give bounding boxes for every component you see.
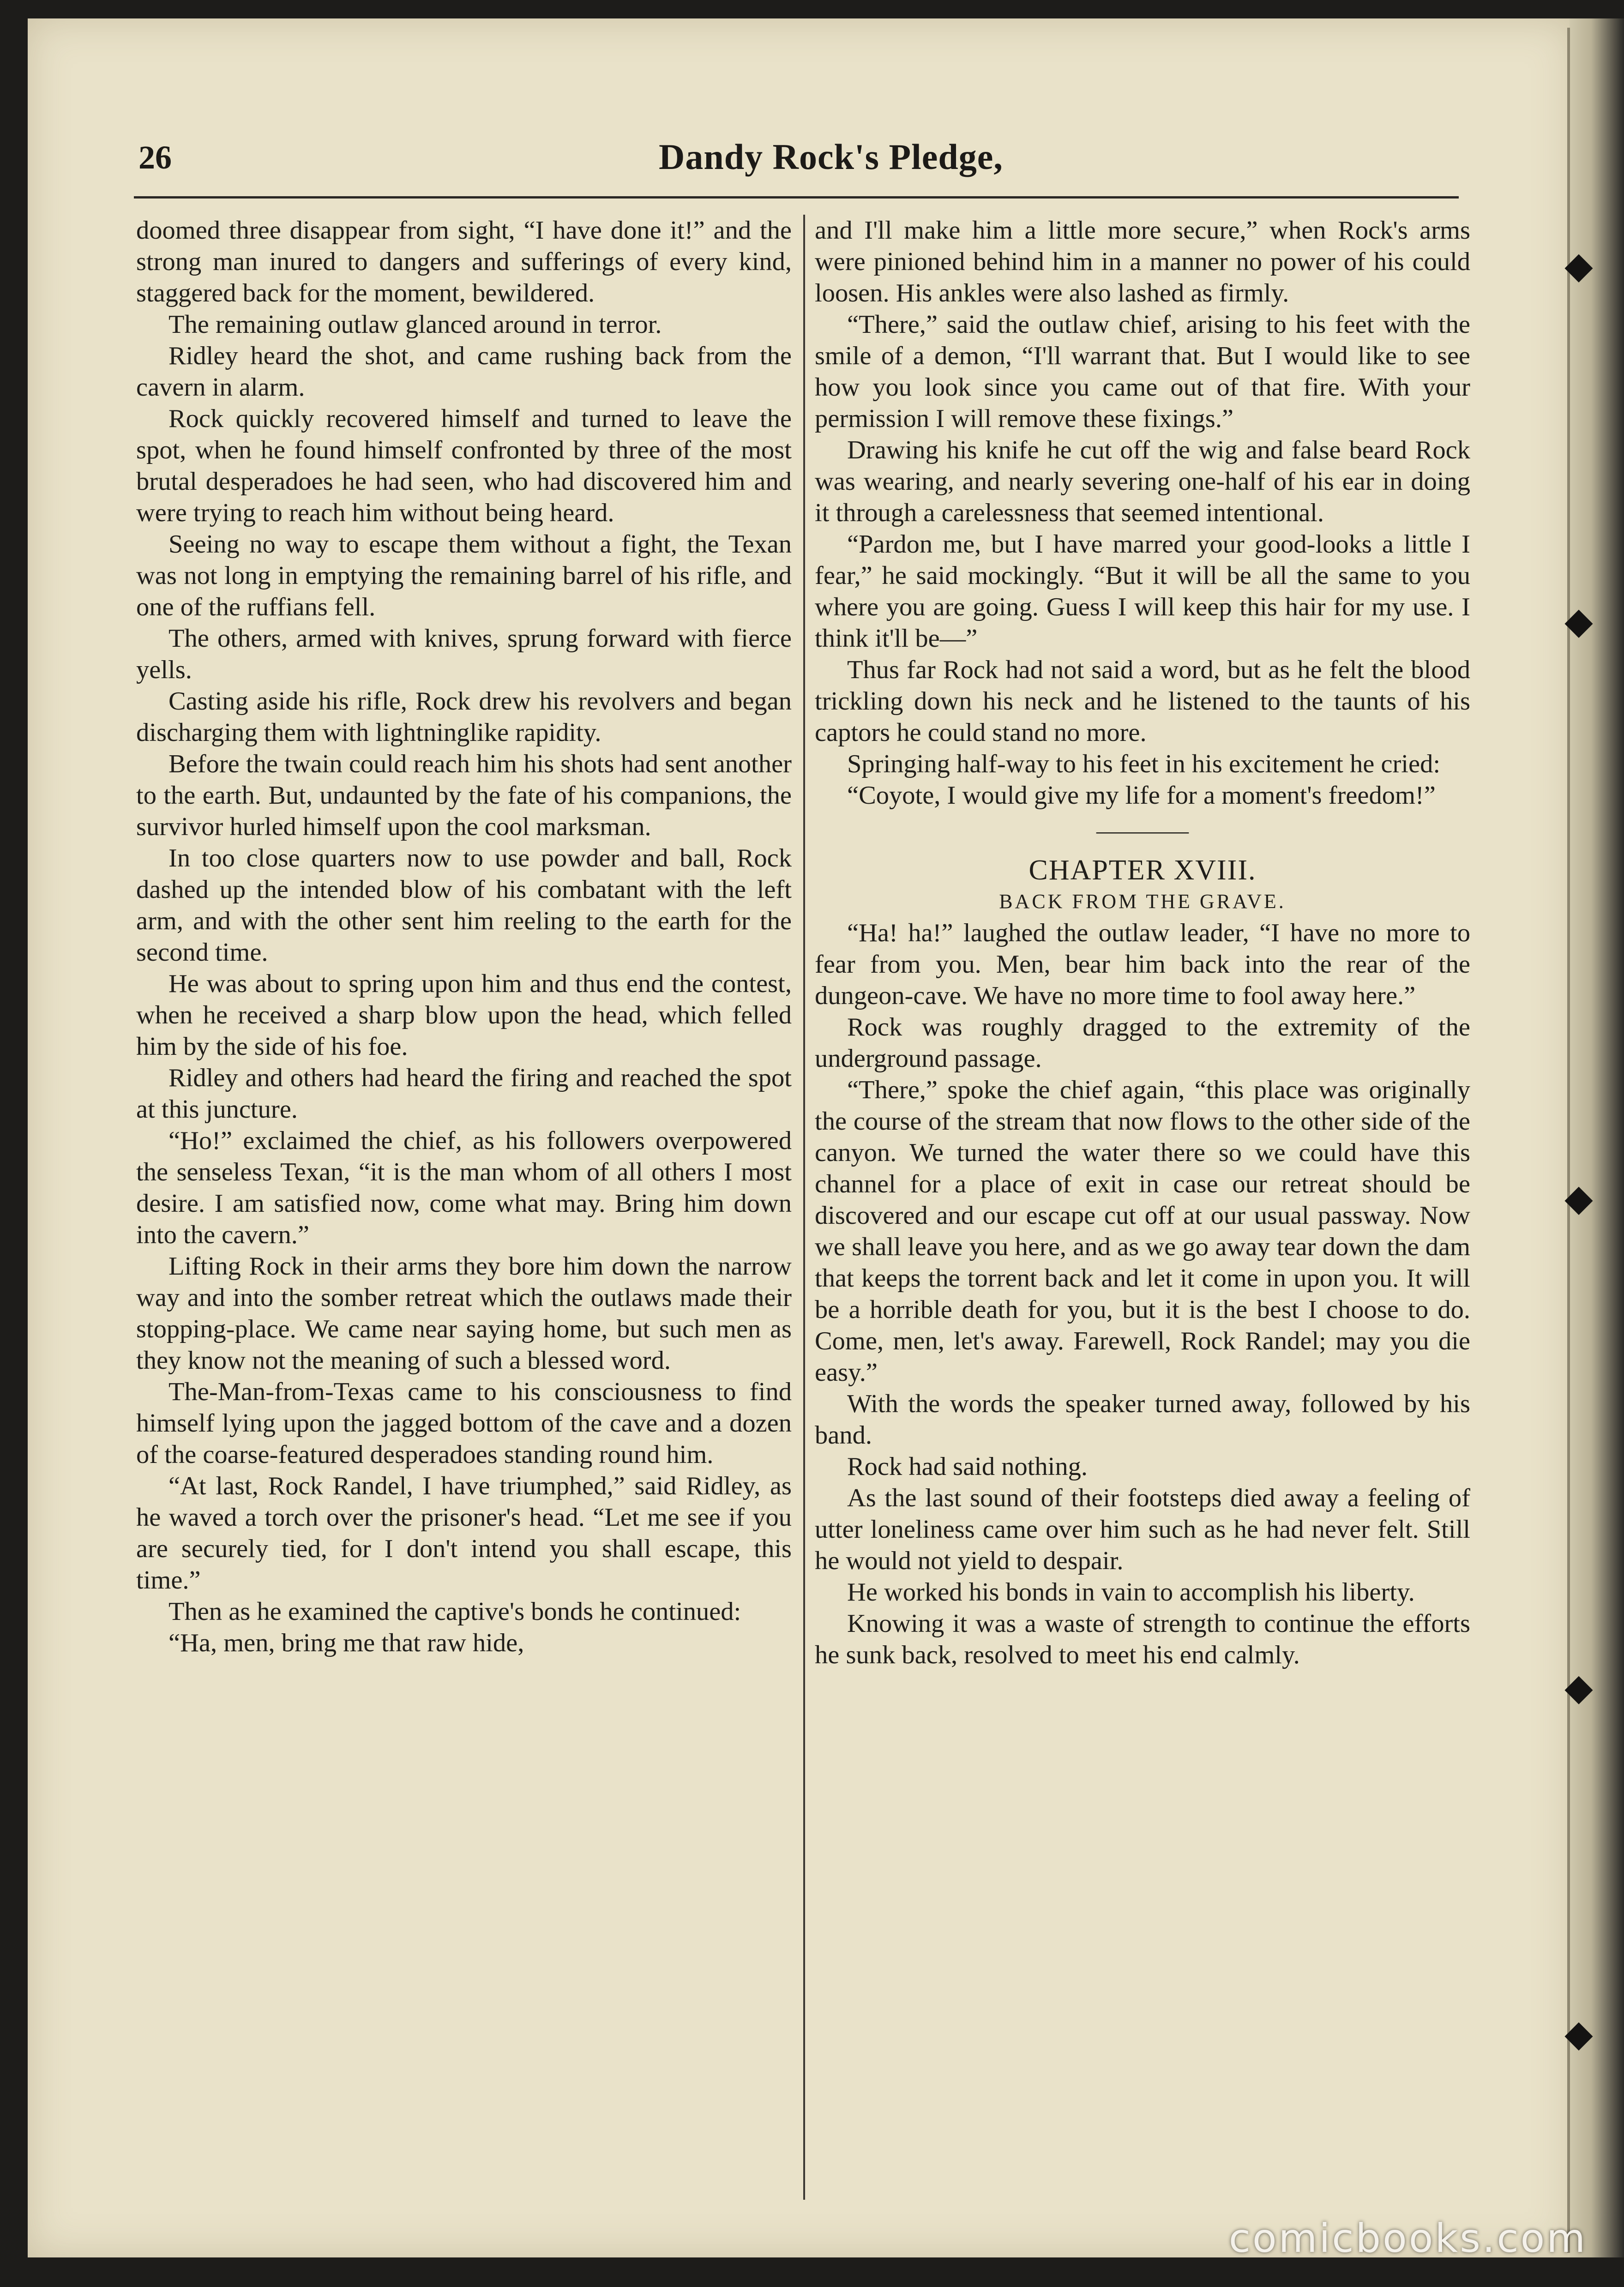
paragraph: Rock was roughly dragged to the extremity of the underground passage. (815, 1013, 1470, 1073)
paragraph: “There,” said the outlaw chief, arising to his feet with the smile of a demon, “I'll warrant that. But I would like to see how you look since you came out of that fire. With your permission I will remove these fixings.” (815, 310, 1470, 433)
text-column-right (815, 215, 1470, 2214)
paragraph: Lifting Rock in their arms they bore him down the narrow way and into the somber retreat which the outlaws made their stopping-place. We came near saying home, but such men as they know not the meaning of such a blessed word. (136, 1252, 792, 1375)
paragraph: Seeing no way to escape them without a fight, the Texan was not long in emptying the remaining barrel of his rifle, and one of the ruffians fell. (136, 530, 792, 621)
binding-hole-icon: ◆ (1564, 1176, 1593, 1219)
paragraph: “Ho!” exclaimed the chief, as his followers overpowered the senseless Texan, “it is the man whom of all others I most desire. I am satisfied now, come what may. Bring him down into the cavern.” (136, 1126, 792, 1249)
binding-hole-icon: ◆ (1564, 1666, 1593, 1709)
header-rule (134, 196, 1459, 199)
paragraph: “There,” spoke the chief again, “this place was originally the course of the stream that now flows to the other side of the canyon. We turned the water there so we could have this channel for a place of exit in case our retreat should be discovered and our escape cut off at our usual passway. Now we shall leave you here, and as we go away tear down the dam that keeps the torrent back and let it come in upon you. It will be a horrible death for you, but it is the best I choose to do. Come, men, let's away. Farewell, Rock Randel; may you die easy.” (815, 1076, 1470, 1387)
paragraph: As the last sound of their footsteps died away a feeling of utter loneliness came over him such as he had never felt. Still he would not yield to despair. (815, 1484, 1470, 1575)
paragraph: “Ha! ha!” laughed the outlaw leader, “I have no more to fear from you. Men, bear him back into the rear of the dungeon-cave. We have no more time to fool away here.” (815, 919, 1470, 1010)
paragraph: He worked his bonds in vain to accomplish his liberty. (847, 1578, 1415, 1607)
paragraph: Then as he examined the captive's bonds he continued: (168, 1597, 741, 1626)
paragraph: and I'll make him a little more secure,” when Rock's arms were pinioned behind him in a manner no power of his could loosen. His ankles were also lashed as firmly. (815, 216, 1470, 307)
binding-hole-icon: ◆ (1564, 2012, 1593, 2055)
paragraph: “Pardon me, but I have marred your good-looks a little I fear,” he said mockingly. “But it will be all the same to you where you are going. Guess I will keep this hair for my use. I think it'll be—” (815, 530, 1470, 653)
paragraph: Ridley heard the shot, and came rushing back from the cavern in alarm. (136, 342, 792, 402)
section-ornament: ———— (1096, 818, 1189, 843)
paragraph: Ridley and others had heard the firing and reached the spot at this juncture. (136, 1064, 792, 1124)
page-edge-strip (1570, 18, 1624, 2257)
paragraph: “Coyote, I would give my life for a moment's freedom!” (847, 781, 1436, 810)
binding-hole-icon: ◆ (1564, 244, 1593, 287)
paragraph: Springing half-way to his feet in his excitement he cried: (847, 750, 1441, 778)
paragraph: Drawing his knife he cut off the wig and false beard Rock was wearing, and nearly severing one-half of his ear in doing it through a carelessness that seemed intentional. (815, 436, 1470, 527)
paragraph: The others, armed with knives, sprung forward with fierce yells. (136, 624, 792, 684)
column-divider (803, 215, 805, 2200)
paragraph: “Ha, men, bring me that raw hide, (168, 1629, 524, 1657)
watermark: comicbooks.com (1228, 2215, 1587, 2262)
page-number: 26 (138, 139, 172, 176)
text-column-left (136, 215, 792, 2214)
paragraph: doomed three disappear from sight, “I have done it!” and the strong man inured to dangers and sufferings of every kind, staggered back for the moment, bewildered. (136, 216, 792, 307)
paragraph: With the words the speaker turned away, followed by his band. (815, 1390, 1470, 1450)
paragraph: “At last, Rock Randel, I have triumphed,” said Ridley, as he waved a torch over the prisoner's head. “Let me see if you are securely tied, for I don't intend you shall escape, this time.” (136, 1472, 792, 1595)
chapter-title: CHAPTER XVIII. (1029, 855, 1257, 886)
paragraph: The-Man-from-Texas came to his consciousness to find himself lying upon the jagged bottom of the cave and a dozen of the coarse-featured desperadoes standing round him. (136, 1378, 792, 1469)
paragraph: Before the twain could reach him his shots had sent another to the earth. But, undaunted by the fate of his companions, the survivor hurled himself upon the cool marksman. (136, 750, 792, 841)
paragraph: Knowing it was a waste of strength to continue the efforts he sunk back, resolved to meet his end calmly. (815, 1609, 1470, 1669)
paragraph: He was about to spring upon him and thus end the contest, when he received a sharp blow upon the head, which felled him by the side of his foe. (136, 969, 792, 1061)
paragraph: In too close quarters now to use powder and ball, Rock dashed up the intended blow of his combatant with the left arm, and with the other sent him reeling to the earth for the second time. (136, 844, 792, 967)
paragraph: Casting aside his rifle, Rock drew his revolvers and began discharging them with lightninglike rapidity. (136, 687, 792, 747)
paragraph: Rock quickly recovered himself and turned to leave the spot, when he found himself confronted by three of the most brutal desperadoes he had seen, who had discovered him and were trying to reach him without being heard. (136, 404, 792, 527)
binding-hole-icon: ◆ (1564, 599, 1593, 642)
paragraph: Thus far Rock had not said a word, but as he felt the blood trickling down his neck and he listened to the taunts of his captors he could stand no more. (815, 656, 1470, 747)
page-title: Dandy Rock's Pledge, (659, 137, 1003, 177)
binding-rule (1567, 28, 1570, 2253)
chapter-subtitle: BACK FROM THE GRAVE. (999, 890, 1286, 913)
paragraph: The remaining outlaw glanced around in terror. (168, 310, 662, 339)
paragraph: Rock had said nothing. (847, 1452, 1088, 1481)
